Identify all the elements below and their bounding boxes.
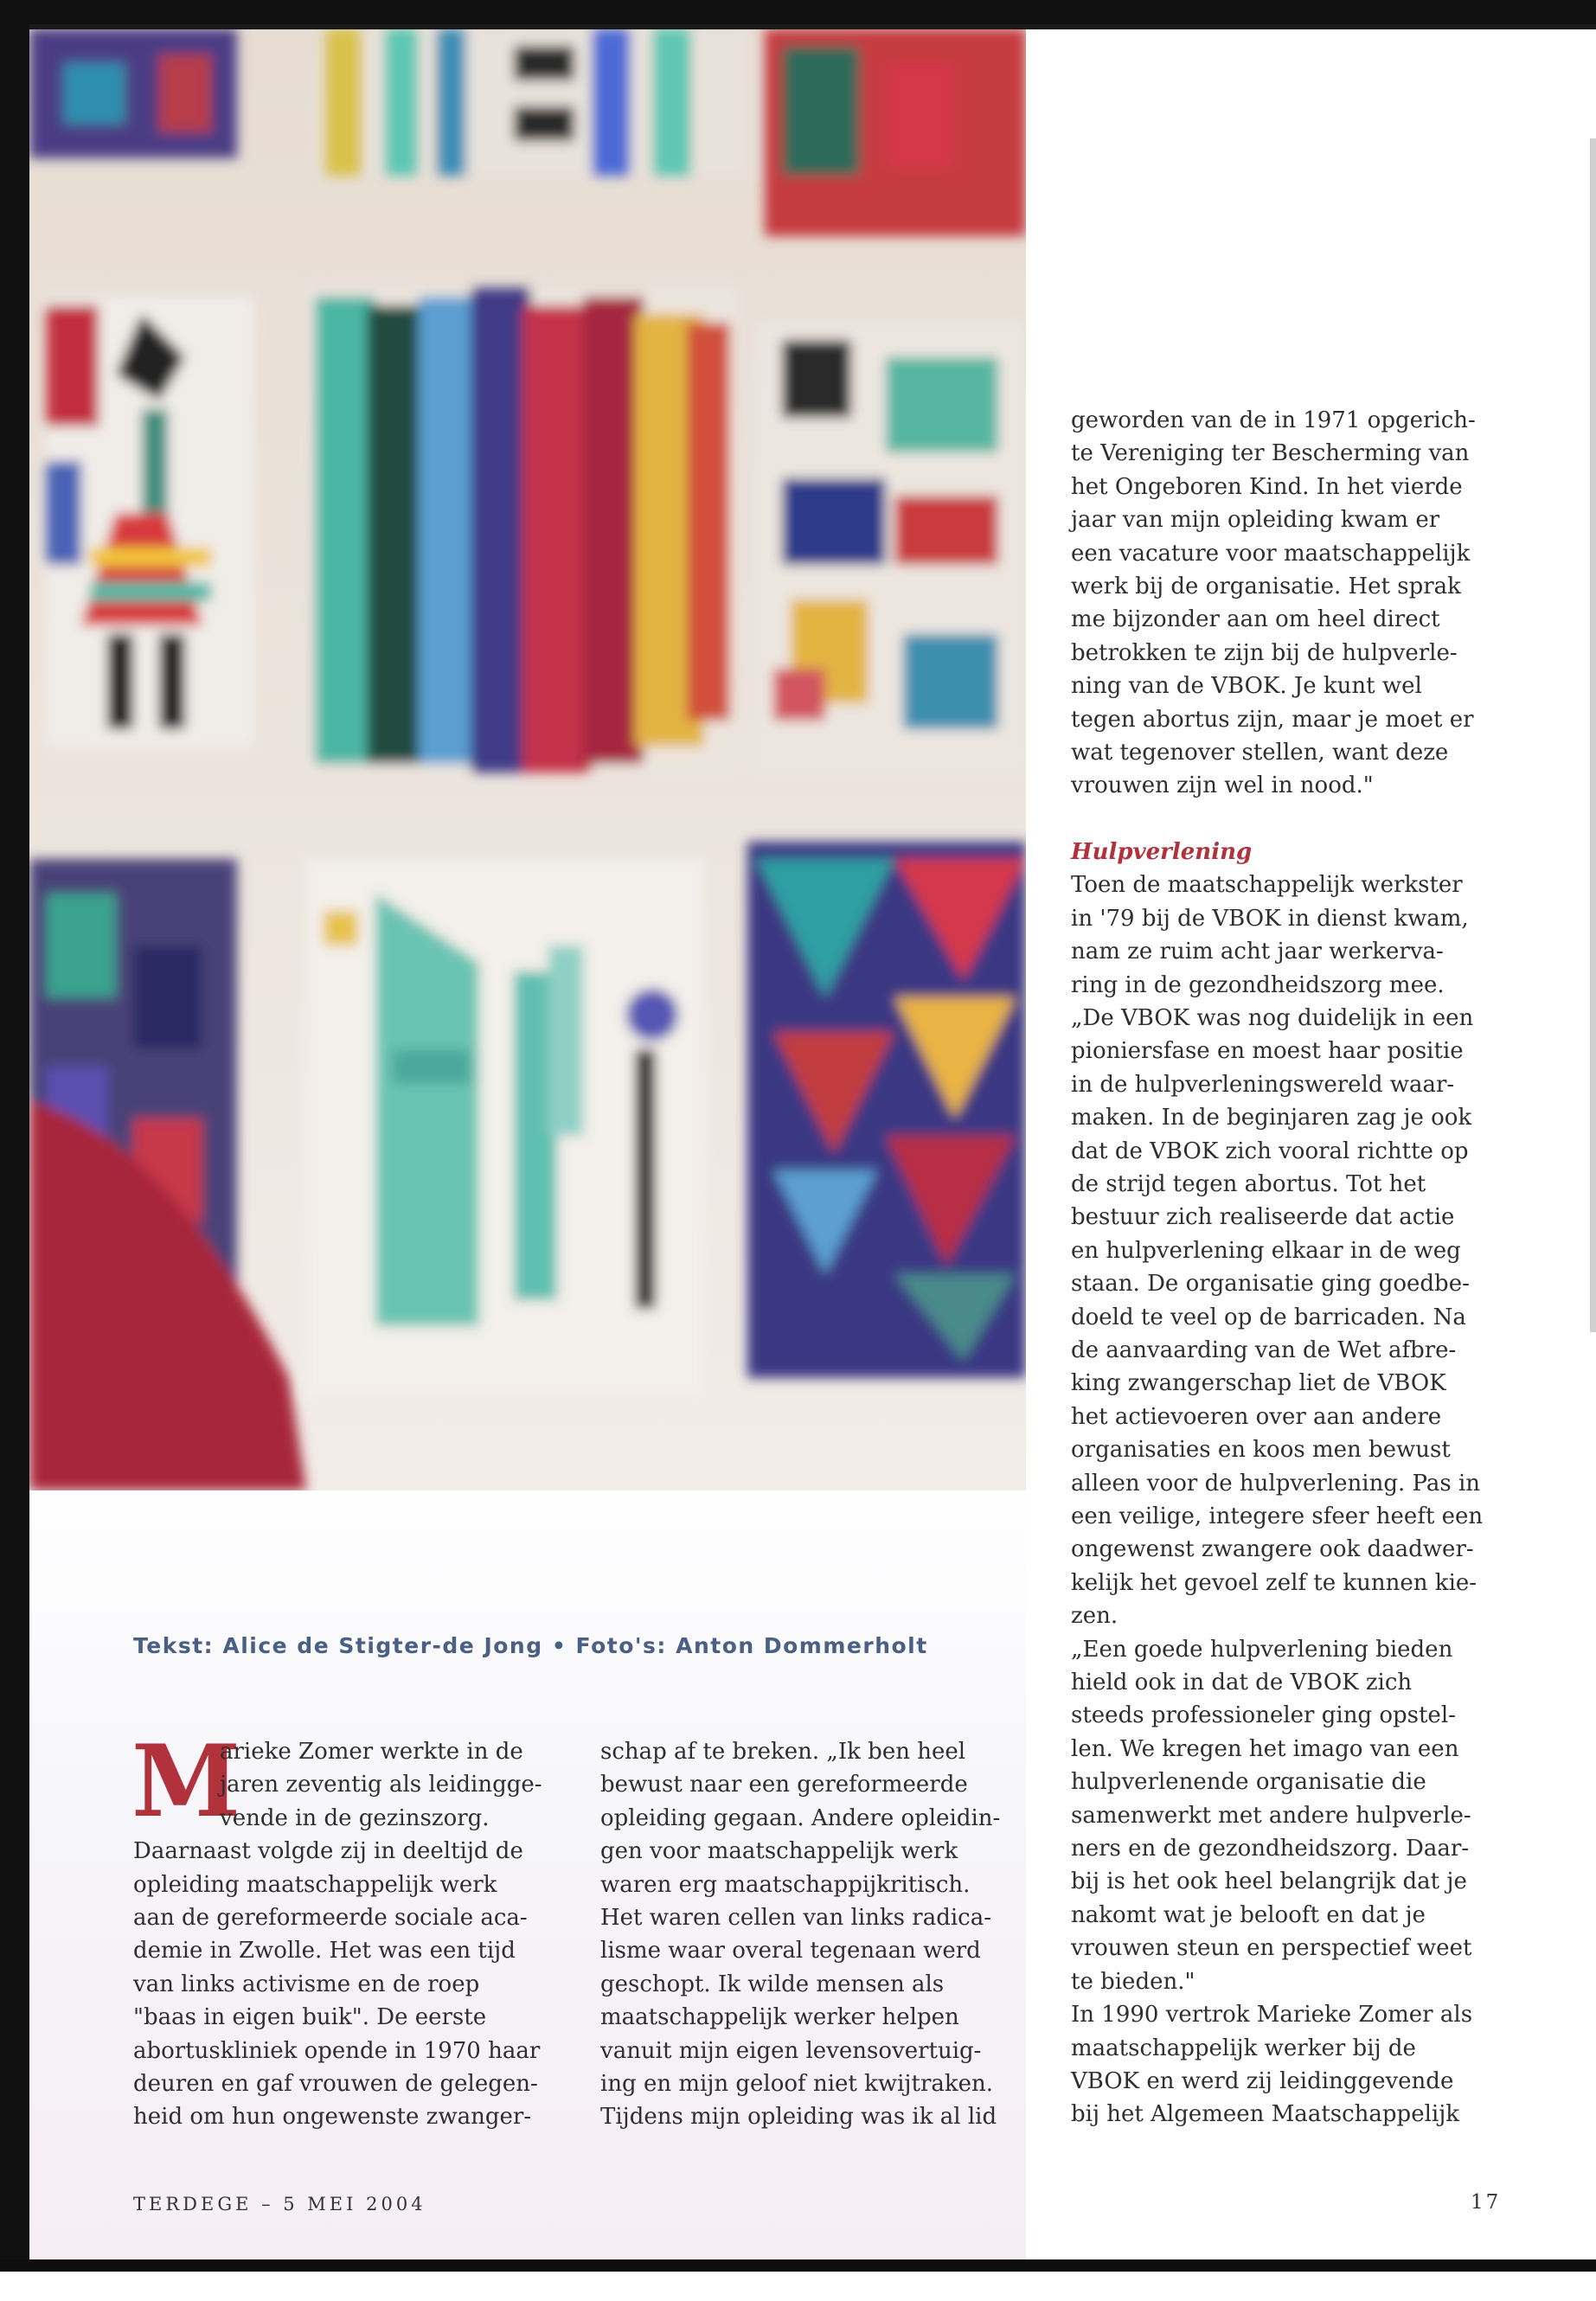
text-line: Tijdens mijn opleiding was ik al lid bbox=[600, 2104, 997, 2131]
text-line: opleiding gegaan. Andere opleidin- bbox=[600, 1804, 1001, 1831]
text-line: kelijk het gevoel zelf te kunnen kie- bbox=[1071, 1569, 1477, 1596]
text-line: bij is het ook heel belangrijk dat je bbox=[1071, 1868, 1467, 1895]
text-line: samenwerkt met andere hulpverle- bbox=[1071, 1802, 1471, 1829]
column-3 bbox=[1071, 404, 1521, 2131]
text-line: de strijd tegen abortus. Tot het bbox=[1071, 1170, 1426, 1197]
byline-credit: Tekst: Alice de Stigter-de Jong • Foto's: Anton Dommerholt bbox=[133, 1633, 928, 1658]
text-line: pioniersfase en moest haar positie bbox=[1071, 1038, 1464, 1065]
text-line: zen. bbox=[1071, 1603, 1118, 1630]
text-line: organisaties en koos men bewust bbox=[1071, 1437, 1451, 1464]
text-line: te Vereniging ter Bescherming van bbox=[1071, 440, 1470, 467]
text-line: king zwangerschap liet de VBOK bbox=[1071, 1370, 1446, 1397]
text-line: doeld te veel op de barricaden. Na bbox=[1071, 1304, 1466, 1330]
text-line: staan. De organisatie ging goedbe- bbox=[1071, 1271, 1470, 1298]
text-line: bij het Algemeen Maatschappelijk bbox=[1071, 2101, 1460, 2128]
text-line: geschopt. Ik wilde mensen als bbox=[600, 1971, 945, 1997]
text-line: opleiding maatschappelijk werk bbox=[133, 1871, 497, 1898]
section-heading: Hulpverlening bbox=[1071, 838, 1253, 865]
text-line: ning van de VBOK. Je kunt wel bbox=[1071, 673, 1422, 700]
text-line: ing en mijn geloof niet kwijtraken. bbox=[600, 2071, 994, 2098]
text-line: en hulpverlening elkaar in de weg bbox=[1071, 1237, 1461, 1264]
text-line: in '79 bij de VBOK in dienst kwam, bbox=[1071, 905, 1469, 932]
text-line: hulpverlenende organisatie die bbox=[1071, 1769, 1426, 1796]
text-line: maken. In de beginjaren zag je ook bbox=[1071, 1105, 1472, 1131]
text-line: heid om hun ongewenste zwanger- bbox=[133, 2104, 532, 2131]
text-line: hield ook in dat de VBOK zich bbox=[1071, 1670, 1413, 1696]
scan-edge-top-inner bbox=[29, 24, 1596, 29]
text-line: ring in de gezondheidszorg mee. bbox=[1071, 971, 1445, 998]
text-line: werk bij de organisatie. Het sprak bbox=[1071, 574, 1461, 600]
text-line: In 1990 vertrok Marieke Zomer als bbox=[1071, 2002, 1473, 2029]
text-line: „Een goede hulpverlening bieden bbox=[1071, 1636, 1453, 1663]
text-line: waren erg maatschappijkritisch. bbox=[600, 1871, 971, 1898]
text-line: Toen de maatschappelijk werkster bbox=[1071, 872, 1463, 899]
text-line: VBOK en werd zij leidinggevende bbox=[1071, 2067, 1454, 2094]
text-line: „De VBOK was nog duidelijk in een bbox=[1071, 1004, 1474, 1031]
text-line: abortuskliniek opende in 1970 haar bbox=[133, 2037, 541, 2064]
text-line: Daarnaast volgde zij in deeltijd de bbox=[133, 1838, 523, 1865]
text-line: alleen voor de hulpverlening. Pas in bbox=[1071, 1470, 1481, 1497]
column-2 bbox=[600, 1735, 1033, 2134]
text-line: steeds professioneler ging opstel- bbox=[1071, 1702, 1456, 1729]
text-line: maatschappelijk werker helpen bbox=[600, 2004, 959, 2031]
footer-publication: TERDEGE – 5 MEI 2004 bbox=[133, 2194, 426, 2214]
tapestry-photo bbox=[29, 29, 1026, 1490]
text-line: te bieden." bbox=[1071, 1968, 1195, 1995]
text-line: schap af te breken. „Ik ben heel bbox=[600, 1739, 966, 1765]
text-line: len. We kregen het imago van een bbox=[1071, 1735, 1459, 1762]
text-line: het actievoeren over aan andere bbox=[1071, 1403, 1442, 1430]
text-line: arieke Zomer werkte in de bbox=[220, 1739, 523, 1765]
text-line: van links activisme en de roep bbox=[133, 1971, 480, 1997]
text-line: in de hulpverleningswereld waar- bbox=[1071, 1071, 1455, 1098]
text-line: de aanvaarding van de Wet afbre- bbox=[1071, 1336, 1457, 1363]
scan-edge-right bbox=[1590, 138, 1596, 1332]
text-line: een vacature voor maatschappelijk bbox=[1071, 540, 1471, 567]
text-line: vende in de gezinszorg. bbox=[220, 1804, 490, 1831]
scan-edge-bottom bbox=[0, 2259, 1596, 2272]
text-line: vrouwen zijn wel in nood." bbox=[1071, 772, 1374, 799]
text-line: aan de gereformeerde sociale aca- bbox=[133, 1905, 528, 1932]
text-line: me bijzonder aan om heel direct bbox=[1071, 606, 1440, 633]
text-line: bestuur zich realiseerde dat actie bbox=[1071, 1204, 1455, 1231]
text-line: een veilige, integere sfeer heeft een bbox=[1071, 1503, 1484, 1529]
text-line: wat tegenover stellen, want deze bbox=[1071, 740, 1449, 766]
text-line: nam ze ruim acht jaar werkerva- bbox=[1071, 939, 1444, 965]
text-line: dat de VBOK zich vooral richtte op bbox=[1071, 1138, 1469, 1164]
drop-cap: M bbox=[131, 1723, 241, 1839]
text-line: het Ongeboren Kind. In het vierde bbox=[1071, 473, 1463, 500]
text-line: jaar van mijn opleiding kwam er bbox=[1071, 507, 1440, 534]
text-line: vrouwen steun en perspectief weet bbox=[1071, 1935, 1472, 1962]
text-line: "baas in eigen buik". De eerste bbox=[133, 2004, 487, 2031]
page-number: 17 bbox=[1471, 2191, 1502, 2214]
text-line: ongewenst zwangere ook daadwer- bbox=[1071, 1536, 1474, 1563]
text-line: betrokken te zijn bij de hulpverle- bbox=[1071, 639, 1458, 666]
column-1 bbox=[131, 1723, 557, 2134]
text-line: maatschappelijk werker bij de bbox=[1071, 2035, 1416, 2061]
text-line: deuren en gaf vrouwen de gelegen- bbox=[133, 2071, 538, 2098]
text-line: ners en de gezondheidszorg. Daar- bbox=[1071, 1836, 1470, 1862]
text-line: jaren zeventig als leidingge- bbox=[220, 1772, 542, 1798]
scan-edge-left bbox=[0, 0, 29, 2301]
text-line: nakomt wat je belooft en dat je bbox=[1071, 1901, 1426, 1928]
text-line: lisme waar overal tegenaan werd bbox=[600, 1938, 981, 1965]
text-line: geworden van de in 1971 opgerich- bbox=[1071, 407, 1476, 433]
text-line: tegen abortus zijn, maar je moet er bbox=[1071, 706, 1474, 733]
text-line: Het waren cellen van links radica- bbox=[600, 1905, 992, 1932]
text-line: vanuit mijn eigen levensovertuig- bbox=[600, 2037, 982, 2064]
text-line: demie in Zwolle. Het was een tijd bbox=[133, 1938, 516, 1965]
text-line: gen voor maatschappelijk werk bbox=[600, 1838, 958, 1865]
text-line: bewust naar een gereformeerde bbox=[600, 1772, 968, 1798]
